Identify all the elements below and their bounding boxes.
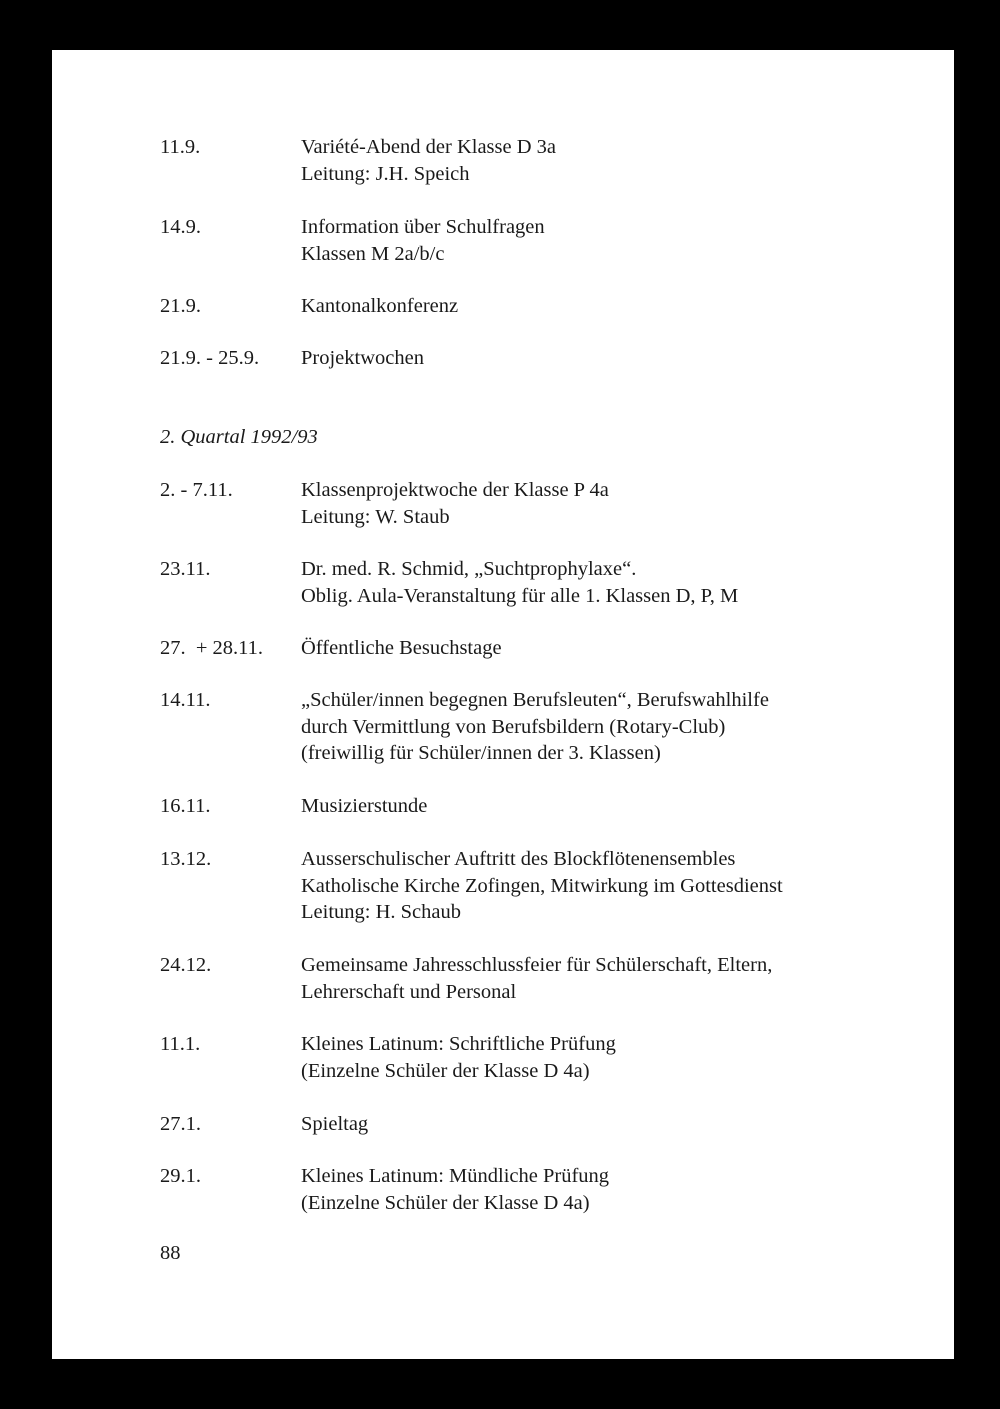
document-page xyxy=(52,50,954,1359)
entry-date: 14.9. xyxy=(160,216,201,238)
entry-line: Klassenprojektwoche der Klasse P 4a xyxy=(301,479,609,501)
entry-date: 23.11. xyxy=(160,558,211,580)
entry-line: Information über Schulfragen xyxy=(301,216,545,238)
entry-line: Gemeinsame Jahresschlussfeier für Schülerschaft, Eltern, xyxy=(301,954,773,976)
entry-line: Leitung: H. Schaub xyxy=(301,901,461,923)
entry-line: Spieltag xyxy=(301,1113,369,1135)
entry-line: Öffentliche Besuchstage xyxy=(301,637,502,659)
entry-line: Lehrerschaft und Personal xyxy=(301,980,517,1003)
entry-date: 21.9. xyxy=(160,295,201,317)
entry-line: Klassen M 2a/b/c xyxy=(301,242,445,265)
entry-line: Kantonalkonferenz xyxy=(301,295,459,317)
entry-date: 13.12. xyxy=(160,848,212,870)
entry-date: 29.1. xyxy=(160,1165,201,1187)
entry-date: 27. + 28.11. xyxy=(160,637,264,659)
entry-description xyxy=(301,134,921,187)
entry-description xyxy=(301,345,921,372)
entry-date: 21.9. - 25.9. xyxy=(160,347,260,369)
entry-description xyxy=(301,1163,921,1216)
page-number: 88 xyxy=(160,1242,181,1264)
entry-description xyxy=(301,1031,921,1084)
entry-line: Leitung: J.H. Speich xyxy=(301,162,470,185)
entry-date: 16.11. xyxy=(160,795,211,817)
entry-line: Variété-Abend der Klasse D 3a xyxy=(301,136,557,158)
entry-date: 11.9. xyxy=(160,136,201,158)
entry-description xyxy=(301,846,921,926)
entry-description xyxy=(301,214,921,267)
section-heading: 2. Quartal 1992/93 xyxy=(160,426,318,448)
entry-line: „Schüler/innen begegnen Berufsleuten“, Berufswahlhilfe xyxy=(301,689,769,711)
entry-line: Kleines Latinum: Mündliche Prüfung xyxy=(301,1165,610,1187)
entry-description xyxy=(301,793,921,820)
entry-description xyxy=(301,952,921,1005)
entry-description xyxy=(301,687,921,767)
entry-description xyxy=(301,1111,921,1138)
entry-line: Ausserschulischer Auftritt des Blockflötenensembles xyxy=(301,848,736,870)
entry-description xyxy=(301,635,921,662)
entry-line: Oblig. Aula-Veranstaltung für alle 1. Klassen D, P, M xyxy=(301,584,739,607)
entry-line: (Einzelne Schüler der Klasse D 4a) xyxy=(301,1191,590,1214)
entry-line: Katholische Kirche Zofingen, Mitwirkung im Gottesdienst xyxy=(301,874,783,897)
entry-line: (Einzelne Schüler der Klasse D 4a) xyxy=(301,1059,590,1082)
entry-date: 24.12. xyxy=(160,954,212,976)
entry-date: 27.1. xyxy=(160,1113,201,1135)
entry-description xyxy=(301,556,921,609)
entry-date: 11.1. xyxy=(160,1033,201,1055)
entry-line: durch Vermittlung von Berufsbildern (Rotary-Club) xyxy=(301,715,726,738)
entry-date: 2. - 7.11. xyxy=(160,479,233,501)
entry-line: Kleines Latinum: Schriftliche Prüfung xyxy=(301,1033,616,1055)
entry-line: Musizierstunde xyxy=(301,795,428,817)
entry-description xyxy=(301,293,921,320)
entry-description xyxy=(301,477,921,530)
entry-line: Dr. med. R. Schmid, „Suchtprophylaxe“. xyxy=(301,558,637,580)
entry-date: 14.11. xyxy=(160,689,211,711)
entry-line: Projektwochen xyxy=(301,347,424,369)
entry-line: Leitung: W. Staub xyxy=(301,505,450,528)
entry-line: (freiwillig für Schüler/innen der 3. Klassen) xyxy=(301,742,661,764)
